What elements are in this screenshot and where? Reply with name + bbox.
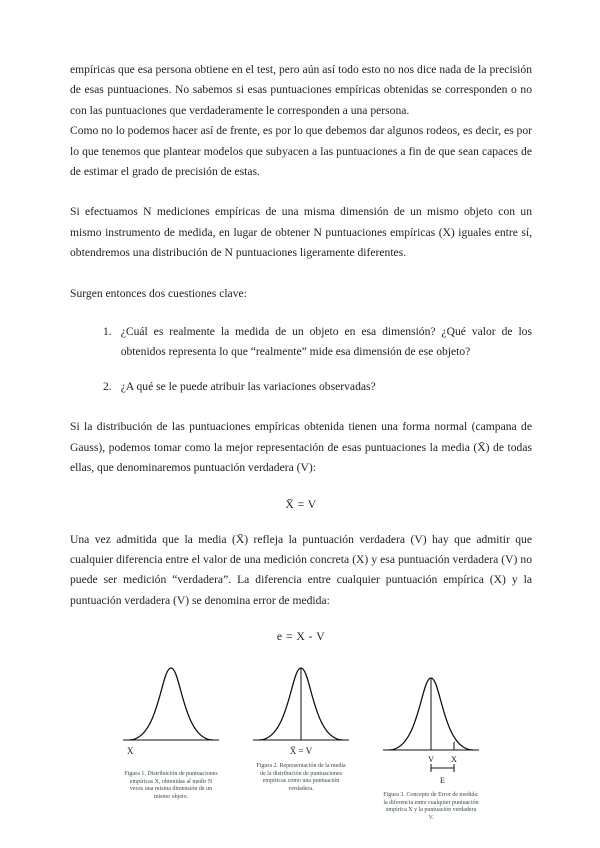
paragraph-questions-lead: Surgen entonces dos cuestiones clave: <box>70 286 247 300</box>
paragraph-error-definition: Una vez admitida que la media (X̄) refleja la puntuación verdadera (V) hay que admitir que cualquier diferencia entre el valor de una medición concreta (X) y esa puntuación verdadera (V) no puede ser medición “verdadera”. La diferencia entre cualquier puntuación empírica (X) y la puntuación verdadera (V) se denomina error de medida: <box>70 532 532 607</box>
figure-2-caption: Figura 2. Representación de la media de la distribución de puntuaciones empíricas como una puntuación verdadera. <box>256 763 346 792</box>
figure-3-label-v: V <box>428 755 434 765</box>
page-content <box>70 60 532 822</box>
gauss-curve-1 <box>121 662 221 746</box>
formula-true-score: X̄ = V <box>285 497 317 511</box>
figure-1-axis-label: X <box>127 746 134 757</box>
gauss-curve-3 <box>381 672 481 788</box>
list-item-1 <box>70 322 532 363</box>
list-item-1-text: ¿Cuál es realmente la medida de un objeto en esa dimensión? ¿Qué valor de los obtenidos representa lo que “realmente” mide esa dimensión de ese objeto? <box>120 325 532 359</box>
figure-3 <box>381 672 481 822</box>
figure-3-caption: Figura 3. Concepto de Error de medida: la diferencia entre cualquier puntuación empírica X y la puntuación verdadera V. <box>383 792 479 821</box>
paragraph-intro: empíricas que esa persona obtiene en el test, pero aún así todo esto no nos dice nada de la precisión de esas puntuaciones. No sabemos si esas puntuaciones empíricas obtenidas se corresponden o no con las puntuaciones que verdaderamente le corresponden a una persona. <box>70 63 532 117</box>
figure-block <box>70 662 532 822</box>
figure-3-error-label: E <box>440 776 445 786</box>
paragraph-n-measurements: Si efectuamos N mediciones empíricas de una misma dimensión de un mismo objeto con un mismo instrumento de medida, en lugar de obtener N puntuaciones empíricas (X) iguales entre sí, obtendremos una distribución de N puntuaciones ligeramente diferentes. <box>70 205 532 260</box>
formula-measurement-error: e = X - V <box>276 630 326 644</box>
paragraph-models: Como no lo podemos hacer así de frente, es por lo que debemos dar algunos rodeos, es decir, es por lo que tenemos que plantear modelos que subyacen a las puntuaciones a fin de que sean capaces de de estimar el grado de precisión de estas. <box>70 124 532 179</box>
figure-3-label-x: X <box>451 755 457 765</box>
list-item-2-number: 2. <box>103 379 112 393</box>
list-item-2 <box>70 377 532 397</box>
figure-1 <box>121 662 221 801</box>
list-item-2-text: ¿A qué se le puede atribuir las variaciones observadas? <box>120 379 376 393</box>
paragraph-normal-distribution: Si la distribución de las puntuaciones empíricas obtenida tienen una forma normal (campana de Gauss), podemos tomar como la mejor representación de esas puntuaciones la media (X̄) de todas ellas, que denominaremos puntuación verdadera (V): <box>70 420 532 475</box>
gauss-curve-2 <box>251 662 351 746</box>
figure-2-axis-label: X̄ = V <box>289 746 313 757</box>
figure-2 <box>251 662 351 793</box>
list-item-1-number: 1. <box>103 325 112 339</box>
figure-1-caption: Figura 1. Distribución de puntuaciones empíricas X, obtenidas al medir N veces una misma dimensión de un mismo objeto. <box>124 771 218 800</box>
